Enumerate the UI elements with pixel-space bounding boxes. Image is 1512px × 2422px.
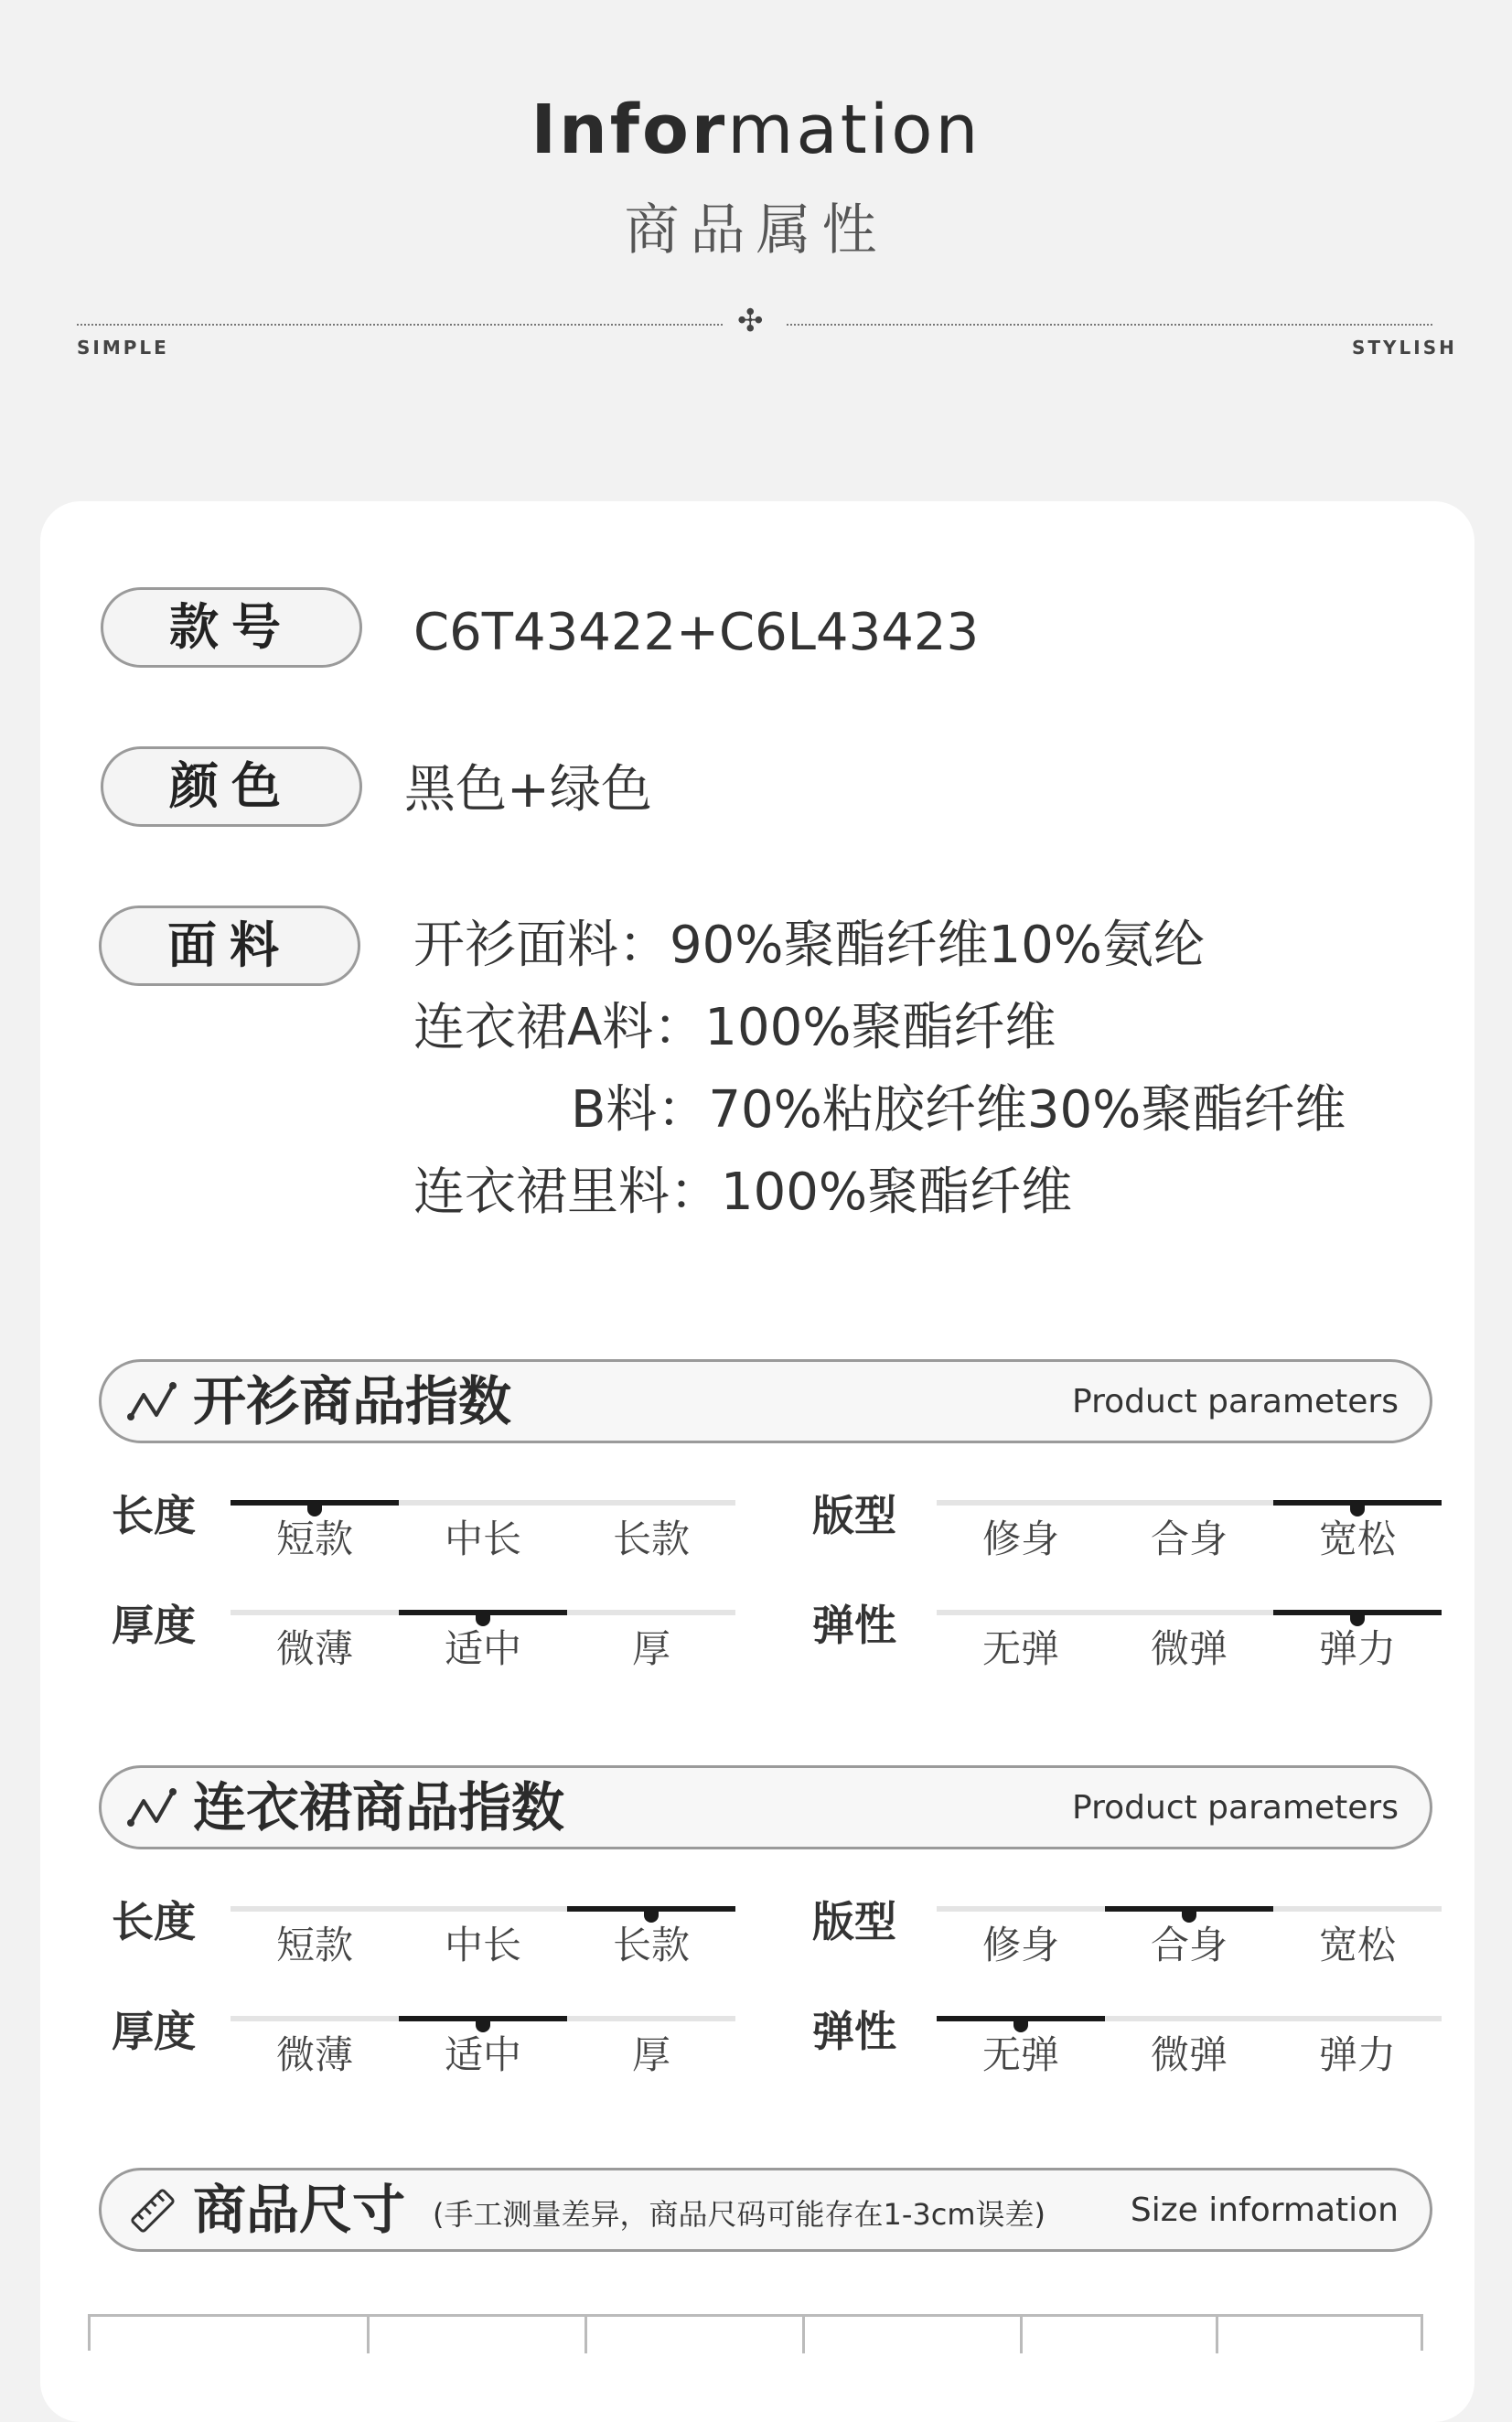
param-label: 长度 — [112, 1491, 196, 1540]
section-title: 商品尺寸 — [193, 2179, 406, 2241]
param-option: 无弹 — [981, 2032, 1059, 2077]
line-chart-icon — [127, 1784, 178, 1832]
table-divider — [367, 2317, 370, 2353]
param-option: 中长 — [444, 1923, 521, 1967]
style-no-value: C6T43422+C6L43423 — [413, 603, 980, 662]
style-no-label: 款号 — [101, 587, 362, 668]
fabric-line: 开衫面料：90%聚酯纤维10%氨纶 — [413, 916, 1205, 975]
param-option: 修身 — [981, 1923, 1059, 1967]
param-option: 合身 — [1150, 1516, 1228, 1561]
param-option: 厚 — [631, 2032, 670, 2077]
param-option: 宽松 — [1318, 1923, 1396, 1967]
table-divider — [1020, 2317, 1023, 2353]
param-option: 微薄 — [275, 2032, 353, 2077]
param-option: 修身 — [981, 1516, 1059, 1561]
page-subtitle: 商品属性 — [624, 198, 888, 263]
table-divider — [1216, 2317, 1218, 2353]
param-label: 厚度 — [112, 2007, 196, 2056]
fabric-label: 面料 — [99, 906, 360, 986]
section-title: 连衣裙商品指数 — [193, 1776, 565, 1838]
size-info-header — [99, 2168, 1432, 2252]
section-title: 开衫商品指数 — [193, 1370, 512, 1432]
dress-index-header — [99, 1765, 1432, 1849]
line-chart-icon — [127, 1378, 178, 1426]
param-option: 合身 — [1150, 1923, 1228, 1967]
section-subtitle: Size information — [1130, 2192, 1399, 2229]
param-option: 微薄 — [275, 1626, 353, 1671]
fabric-line: B料：70%粘胶纤维30%聚酯纤维 — [571, 1080, 1346, 1140]
stylish-tag: STYLISH — [1352, 337, 1457, 359]
simple-tag: SIMPLE — [77, 337, 169, 359]
page-title: Information — [531, 91, 981, 169]
table-divider — [584, 2317, 587, 2353]
fabric-line: 连衣裙里料：100%聚酯纤维 — [413, 1163, 1073, 1222]
param-label: 版型 — [812, 1491, 896, 1540]
param-option: 短款 — [275, 1923, 353, 1967]
param-label: 弹性 — [812, 1601, 896, 1650]
param-label: 版型 — [812, 1897, 896, 1946]
param-option: 无弹 — [981, 1626, 1059, 1671]
param-label: 厚度 — [112, 1601, 196, 1650]
param-option: 宽松 — [1318, 1516, 1396, 1561]
size-note: (手工测量差异，商品尺码可能存在1-3cm误差) — [433, 2197, 1046, 2232]
param-option: 长款 — [612, 1923, 690, 1967]
color-label: 颜色 — [101, 746, 362, 827]
param-option: 长款 — [612, 1516, 690, 1561]
param-option: 短款 — [275, 1516, 353, 1561]
divider-right — [787, 324, 1432, 326]
ornament-icon: ✣ — [737, 303, 764, 339]
param-option: 适中 — [444, 2032, 521, 2077]
param-label: 弹性 — [812, 2007, 896, 2056]
color-value: 黑色+绿色 — [404, 760, 652, 820]
size-table — [88, 2314, 1423, 2351]
param-option: 微弹 — [1150, 2032, 1228, 2077]
param-option: 弹力 — [1318, 1626, 1396, 1671]
param-option: 厚 — [631, 1626, 670, 1671]
param-label: 长度 — [112, 1897, 196, 1946]
section-subtitle: Product parameters — [1072, 1383, 1399, 1420]
ruler-icon — [127, 2187, 178, 2234]
param-option: 适中 — [444, 1626, 521, 1671]
param-option: 弹力 — [1318, 2032, 1396, 2077]
divider-left — [77, 324, 723, 326]
param-option: 中长 — [444, 1516, 521, 1561]
param-option: 微弹 — [1150, 1626, 1228, 1671]
cardigan-index-header — [99, 1359, 1432, 1443]
table-divider — [802, 2317, 805, 2353]
fabric-line: 连衣裙A料：100%聚酯纤维 — [413, 998, 1056, 1057]
section-subtitle: Product parameters — [1072, 1789, 1399, 1827]
